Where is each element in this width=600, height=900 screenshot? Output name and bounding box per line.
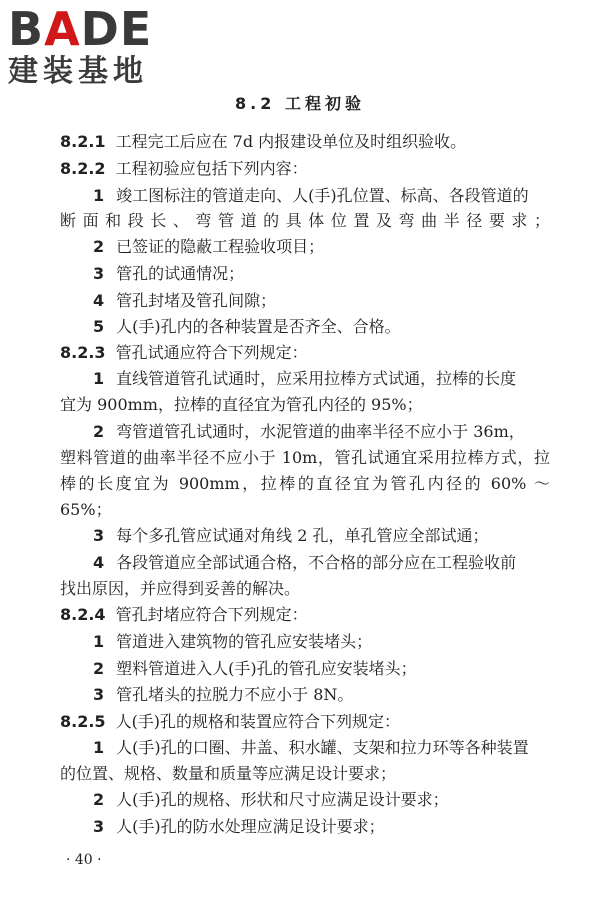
item-line: 3 人(手)孔的防水处理应满足设计要求； — [93, 817, 385, 836]
item-continuation: 断面和段长、弯管道的具体位置及弯曲半径要求； — [60, 211, 550, 230]
item-line: 1 管道进入建筑物的管孔应安装堵头； — [93, 632, 373, 651]
item-line: 2 人(手)孔的规格、形状和尺寸应满足设计要求； — [93, 790, 449, 809]
section-title: 8.2 工程初验 — [235, 94, 365, 113]
clause-line: 8.2.5 人(手)孔的规格和装置应符合下列规定： — [60, 712, 401, 731]
clause-line: 8.2.1 工程完工后应在 7d 内报建设单位及时组织验收。 — [60, 132, 467, 151]
item-line: 1 竣工图标注的管道走向、人(手)孔位置、标高、各段管道的 — [93, 186, 529, 205]
clause-line: 8.2.3 管孔试通应符合下列规定： — [60, 343, 308, 362]
item-continuation: 宜为 900mm，拉棒的直径宜为管孔内径的 95%； — [60, 395, 423, 414]
item-continuation: 找出原因，并应得到妥善的解决。 — [60, 579, 301, 598]
item-line: 2 塑料管道进入人(手)孔的管孔应安装堵头； — [93, 659, 417, 678]
item-continuation: 棒的长度宜为 900mm，拉棒的直径宜为管孔内径的 60% ～ — [60, 474, 550, 493]
item-continuation: 65%； — [60, 500, 112, 519]
logo-wordmark: BADE — [8, 2, 153, 56]
logo-subtitle: 建装基地 — [8, 54, 148, 89]
clause-line: 8.2.2 工程初验应包括下列内容： — [60, 159, 308, 178]
item-line: 5 人(手)孔内的各种装置是否齐全、合格。 — [93, 317, 401, 336]
bade-logo — [8, 4, 183, 92]
item-line: 1 直线管道管孔试通时，应采用拉棒方式试通，拉棒的长度 — [93, 369, 517, 388]
item-line: 4 各段管道应全部试通合格，不合格的部分应在工程验收前 — [93, 553, 517, 572]
item-continuation: 的位置、规格、数量和质量等应满足设计要求； — [60, 764, 397, 783]
item-line: 3 每个多孔管应试通对角线 2 孔，单孔管应全部试通； — [93, 526, 489, 545]
clause-line: 8.2.4 管孔封堵应符合下列规定： — [60, 605, 308, 624]
item-continuation: 塑料管道的曲率半径不应小于 10m，管孔试通宜采用拉棒方式，拉 — [60, 448, 550, 467]
item-line: 3 管孔堵头的拉脱力不应小于 8N。 — [93, 685, 354, 704]
item-line: 1 人(手)孔的口圈、井盖、积水罐、支架和拉力环等各种装置 — [93, 738, 529, 757]
item-line: 2 已签证的隐蔽工程验收项目； — [93, 237, 325, 256]
item-line: 2 弯管道管孔试通时，水泥管道的曲率半径不应小于 36m， — [93, 422, 525, 441]
item-line: 3 管孔的试通情况； — [93, 264, 245, 283]
page-number: · 40 · — [66, 852, 102, 868]
item-line: 4 管孔封堵及管孔间隙； — [93, 291, 277, 310]
